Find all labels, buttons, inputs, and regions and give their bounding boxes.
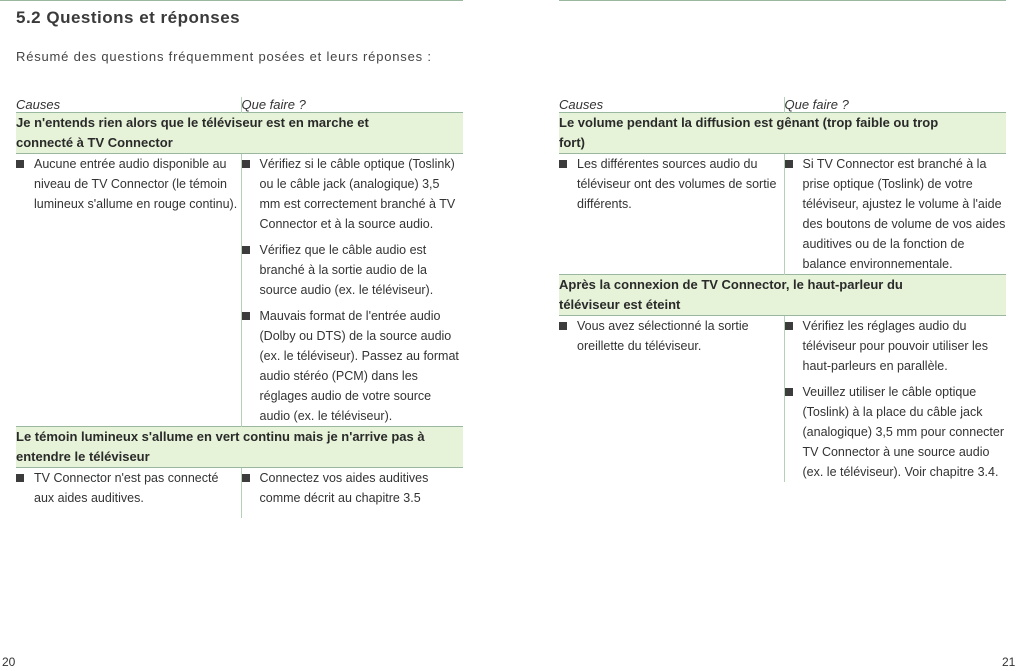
answer-row: [16, 468, 463, 519]
bullet-square-icon: [242, 160, 250, 168]
question-row: [16, 427, 463, 468]
actions-cell: [784, 154, 1006, 275]
faq-table-right: [559, 97, 1006, 482]
actions-cell: [241, 154, 463, 427]
column-header-causes: Causes: [16, 97, 61, 112]
faq-table-left: [16, 97, 463, 518]
list-item: [785, 316, 1007, 376]
bullet-square-icon: [242, 312, 250, 320]
causes-cell: [16, 468, 241, 519]
action-text: Si TV Connector est branché à la prise optique (Toslink) de votre téléviseur, ajustez le volume à l'aide des boutons de volume de vos aides auditives ou de la fonction de balance environnementale.: [802, 157, 1006, 271]
bullet-square-icon: [785, 322, 793, 330]
column-header-actions: Que faire ?: [784, 97, 1006, 113]
question-text: Je n'entends rien alors que le téléviseur est en marche et connecté à TV Connector: [16, 113, 463, 154]
bullet-square-icon: [16, 474, 24, 482]
list-item: [785, 154, 1007, 274]
section-title: 5.2 Questions et réponses: [16, 8, 241, 27]
action-text: Mauvais format de l'entrée audio (Dolby ou DTS) de la source audio (ex. le téléviseur). Passez au format audio stéréo (PCM) dans les réglages audio de votre source audio (ex. le téléviseur).: [259, 309, 459, 423]
list-item: [16, 468, 241, 508]
cause-text: Vous avez sélectionné la sortie oreillette du téléviseur.: [577, 319, 749, 353]
action-text: Vérifiez si le câble optique (Toslink) ou le câble jack (analogique) 3,5 mm est correctement branché à TV Connector et à la source audio.: [259, 157, 456, 231]
question-row: [559, 113, 1006, 154]
table-header: [559, 97, 1006, 113]
question-text: Après la connexion de TV Connector, le haut-parleur du téléviseur est éteint: [559, 275, 1006, 316]
page-number-right: 21: [1002, 655, 1016, 669]
list-item: [242, 240, 464, 300]
list-item: [242, 154, 464, 234]
bullet-square-icon: [242, 474, 250, 482]
list-item: [559, 154, 784, 214]
table-header: [16, 97, 463, 113]
list-item: [242, 468, 464, 508]
question-row: [16, 113, 463, 154]
bullet-square-icon: [785, 388, 793, 396]
answer-row: [559, 316, 1006, 483]
cause-text: Aucune entrée audio disponible au niveau de TV Connector (le témoin lumineux s'allume en rouge continu).: [34, 157, 238, 211]
list-item: [559, 316, 784, 356]
list-item: [242, 306, 464, 426]
bullet-square-icon: [785, 160, 793, 168]
action-text: Vérifiez les réglages audio du téléviseur pour pouvoir utiliser les haut-parleurs en parallèle.: [802, 319, 989, 373]
column-header-causes: Causes: [559, 97, 604, 112]
cause-text: TV Connector n'est pas connecté aux aides auditives.: [34, 471, 219, 505]
actions-cell: [784, 316, 1006, 483]
question-text: Le témoin lumineux s'allume en vert continu mais je n'arrive pas à entendre le téléviseur: [16, 427, 463, 468]
page-number-left: 20: [2, 655, 16, 669]
cause-text: Les différentes sources audio du téléviseur ont des volumes de sortie différents.: [577, 157, 777, 211]
bullet-square-icon: [559, 322, 567, 330]
bullet-square-icon: [559, 160, 567, 168]
bullet-square-icon: [242, 246, 250, 254]
action-text: Vérifiez que le câble audio est branché à la sortie audio de la source audio (ex. le téléviseur).: [259, 243, 434, 297]
list-item: [785, 382, 1007, 482]
action-text: Veuillez utiliser le câble optique (Toslink) à la place du câble jack (analogique) 3,5 mm pour connecter TV Connector à une source audio (ex. le téléviseur). Voir chapitre 3.4.: [802, 385, 1005, 479]
actions-cell: [241, 468, 463, 519]
top-rule-right: [559, 0, 1006, 1]
top-rule-left: [0, 0, 463, 1]
question-row: [559, 275, 1006, 316]
list-item: [16, 154, 241, 214]
bullet-square-icon: [16, 160, 24, 168]
answer-row: [16, 154, 463, 427]
causes-cell: [559, 154, 784, 275]
causes-cell: [559, 316, 784, 483]
section-intro: Résumé des questions fréquemment posées et leurs réponses :: [16, 49, 432, 64]
answer-row: [559, 154, 1006, 275]
column-header-actions: Que faire ?: [241, 97, 463, 113]
causes-cell: [16, 154, 241, 427]
action-text: Connectez vos aides auditives comme décrit au chapitre 3.5: [259, 471, 429, 505]
question-text: Le volume pendant la diffusion est gênant (trop faible ou trop fort): [559, 113, 1006, 154]
